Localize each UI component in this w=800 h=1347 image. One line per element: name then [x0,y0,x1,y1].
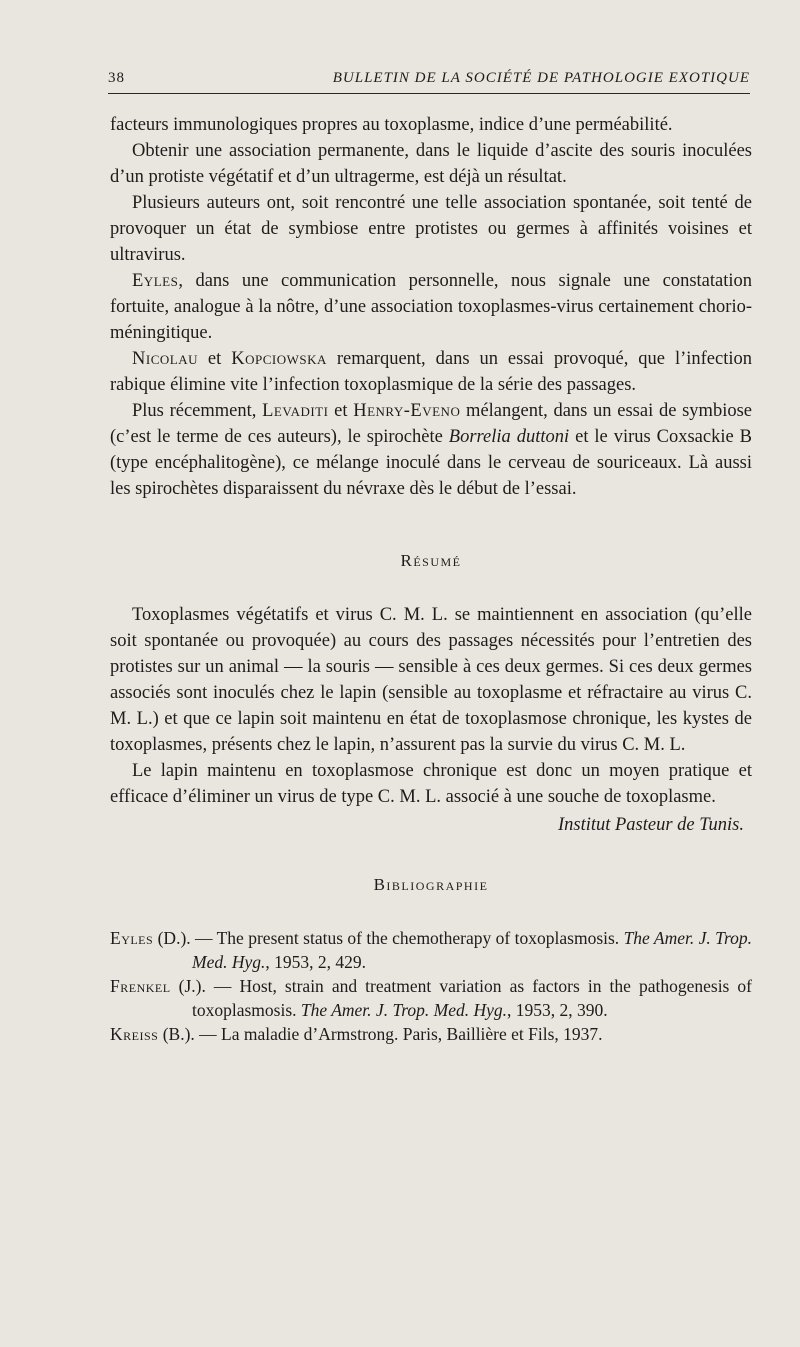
paragraph-text: remarquent, dans un essai provoqué, que l’infection rabique élimine vite l’infection toxoplasmique de la série des passages. [110,349,752,395]
species-name: Borrelia duttoni [448,427,570,447]
paragraph-6 [110,398,752,502]
reference-journal: The Amer. J. Trop. Med. Hyg. [300,1000,508,1020]
author-name: Nicolau [132,349,198,369]
author-name: Levaditi [262,401,329,421]
page-number: 38 [108,70,125,86]
resume-heading: Résumé [400,551,462,570]
reference-citation: , 1953, 2, 429. [265,952,367,972]
reference-text: (B.). — La maladie d’Armstrong. Paris, Baillière et Fils, 1937. [158,1024,603,1044]
running-header [108,70,750,94]
bibliography-heading: Bibliographie [373,875,489,894]
paragraph-2: Obtenir une association permanente, dans le liquide d’ascite des souris inoculées d’un protiste végétatif et d’un ultragerme, est déjà un résultat. [110,141,752,187]
reference-journal: The Amer. J. Trop. Med. Hyg. [192,928,752,972]
paragraph-4 [110,268,752,346]
journal-title: BULLETIN DE LA SOCIÉTÉ DE PATHOLOGIE EXOTIQUE [332,70,750,86]
reference-2 [110,974,752,1022]
conjunction: et [197,349,232,369]
paragraph-3: Plusieurs auteurs ont, soit rencontré une telle association spontanée, soit tenté de provoquer un état de symbiose entre protistes ou germes à affinités voisines et ultravirus. [110,193,752,265]
resume-paragraph-1: Toxoplasmes végétatifs et virus C. M. L. se maintiennent en association (qu’elle soit spontanée ou provoquée) au cours des passages nécessités pour l’entretien des protistes sur un animal — la souris — sensible à ces deux germes. Si ces deux germes associés sont inoculés chez le lapin (sensible au toxoplasme et réfractaire au virus C. M. L.) et que ce lapin soit maintenu en état de toxoplasmose chronique, les kystes de toxoplasmes, présents chez le lapin, n’assurent pas la survie du virus C. M. L. [110,605,752,755]
reference-citation: , 1953, 2, 390. [507,1000,608,1020]
paragraph-1: facteurs immunologiques propres au toxoplasme, indice d’une perméabilité. [110,115,673,135]
paragraph-text: Plus récemment, [132,401,263,421]
author-name: Henry-Eveno [353,401,461,421]
reference-text: (D.). — The present status of the chemotherapy of toxoplasmosis. [153,928,624,948]
author-name: Kopciowska [231,349,327,369]
reference-author: Kreiss [110,1024,159,1044]
paragraph-text: et le virus Coxsackie B (type encéphalitogène), ce mélange inoculé dans le cerveau de souriceaux. Là aussi les spirochètes disparaissent du névraxe dès le début de l’essai. [110,427,752,499]
reference-1 [110,926,752,974]
article-body [110,112,752,1046]
paragraph-5 [110,346,752,398]
reference-author: Eyles [110,928,154,948]
reference-text: (J.). — Host, strain and treatment variation as factors in the pathogenesis of toxoplasmosis. [170,976,752,1020]
author-name: Eyles [132,271,179,291]
paragraph-text: , dans une communication personnelle, nous signale une constatation fortuite, analogue à la nôtre, d’une association toxoplasmes-virus certainement chorio-méningitique. [110,271,752,343]
reference-author: Frenkel [110,976,171,996]
reference-3 [110,1022,752,1046]
institution-signature: Institut Pasteur de Tunis. [557,815,744,835]
conjunction: et [328,401,354,421]
paragraph-text: mélangent, dans un essai de symbiose (c’est le terme de ces auteurs), le spirochète [110,401,753,447]
resume-paragraph-2: Le lapin maintenu en toxoplasmose chronique est donc un moyen pratique et efficace d’éliminer un virus de type C. M. L. associé à une souche de toxoplasme. [110,761,752,807]
